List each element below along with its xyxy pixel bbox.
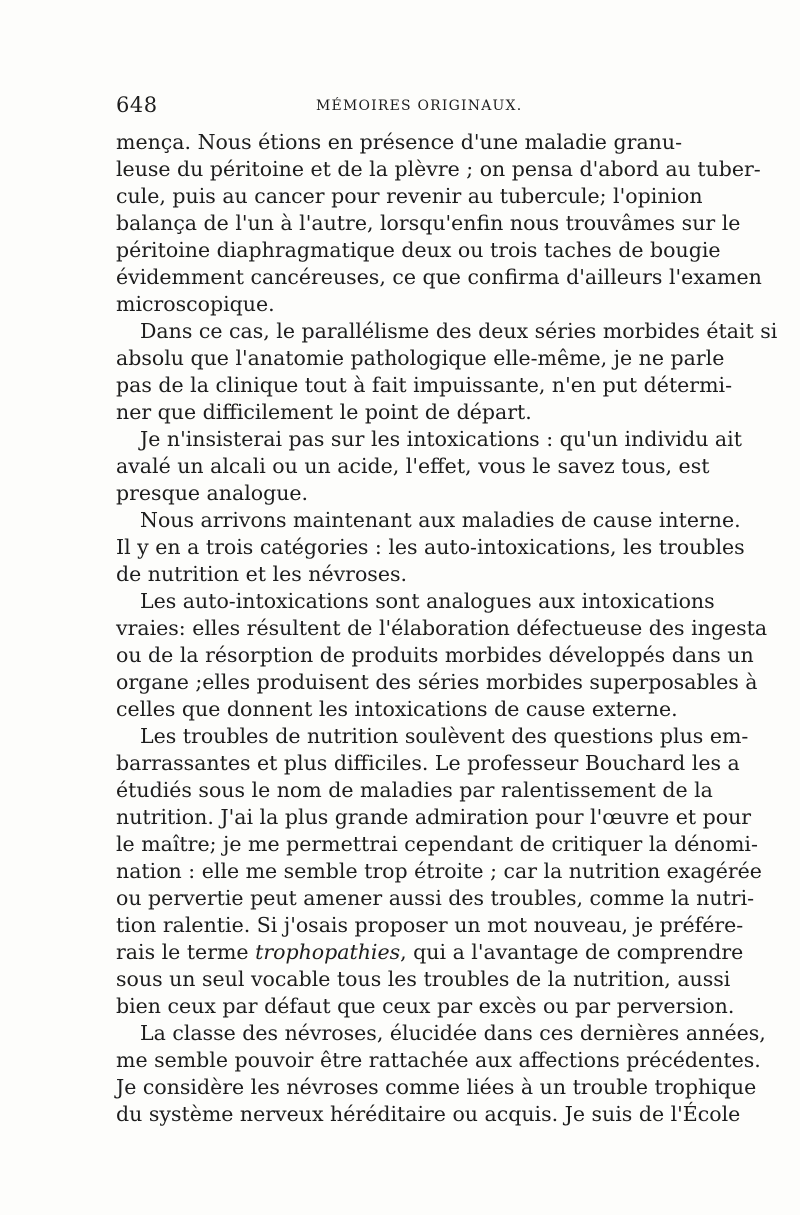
italic-term: trophopathies: [255, 940, 401, 964]
text-line: Je n'insisterai pas sur les intoxications : qu'un individu ait: [140, 427, 742, 451]
text-line: vraies: elles résultent de l'élaboration défectueuse des ingesta: [116, 616, 768, 640]
text-line: Dans ce cas, le parallélisme des deux séries morbides était si: [140, 319, 778, 343]
text-line: absolu que l'anatomie pathologique elle-même, je ne parle: [116, 346, 725, 370]
body-text: [116, 129, 778, 1128]
text-line: nutrition. J'ai la plus grande admiration pour l'œuvre et pour: [116, 805, 752, 829]
page-header: [116, 93, 682, 121]
text-line: presque analogue.: [116, 481, 309, 505]
line-end: , qui a l'avantage de comprendre: [400, 940, 744, 964]
text-line: ou pervertie peut amener aussi des troubles, comme la nutri-: [116, 886, 755, 910]
text-line: barrassantes et plus difficiles. Le professeur Bouchard les a: [116, 751, 740, 775]
text-line: évidemment cancéreuses, ce que confirma d'ailleurs l'examen: [116, 265, 762, 289]
text-line: avalé un alcali ou un acide, l'effet, vous le savez tous, est: [116, 454, 710, 478]
text-line: bien ceux par défaut que ceux par excès ou par perversion.: [116, 994, 735, 1018]
text-line: Nous arrivons maintenant aux maladies de cause interne.: [140, 508, 741, 532]
text-line: organe ;elles produisent des séries morbides superposables à: [116, 670, 758, 694]
text-line: leuse du péritoine et de la plèvre ; on pensa d'abord au tuber-: [116, 157, 761, 181]
text-line: La classe des névroses, élucidée dans ces dernières années,: [140, 1021, 766, 1045]
text-line: ou de la résorption de produits morbides développés dans un: [116, 643, 754, 667]
page-number: 648: [116, 93, 158, 117]
text-line: celles que donnent les intoxications de cause externe.: [116, 697, 678, 721]
text-line: péritoine diaphragmatique deux ou trois taches de bougie: [116, 238, 721, 262]
text-line: nation : elle me semble trop étroite ; car la nutrition exagérée: [116, 859, 762, 883]
text-line: cule, puis au cancer pour revenir au tubercule; l'opinion: [116, 184, 703, 208]
text-line: le maître; je me permettrai cependant de critiquer la dénomi-: [116, 832, 758, 856]
text-line: ner que difficilement le point de départ.: [116, 400, 532, 424]
text-line: pas de la clinique tout à fait impuissante, n'en put détermi-: [116, 373, 733, 397]
text-line: me semble pouvoir être rattachée aux affections précédentes.: [116, 1048, 761, 1072]
line-start: rais le terme: [116, 940, 249, 964]
text-line-with-italic: [116, 939, 744, 966]
text-line: balança de l'un à l'autre, lorsqu'enfin nous trouvâmes sur le: [116, 211, 741, 235]
text-line: de nutrition et les névroses.: [116, 562, 407, 586]
text-line: tion ralentie. Si j'osais proposer un mot nouveau, je préfére-: [116, 913, 744, 937]
text-line: Les auto-intoxications sont analogues aux intoxications: [140, 589, 715, 613]
text-line: mença. Nous étions en présence d'une maladie granu-: [116, 130, 682, 154]
text-line: microscopique.: [116, 292, 275, 316]
text-line: étudiés sous le nom de maladies par ralentissement de la: [116, 778, 713, 802]
text-line: Je considère les névroses comme liées à un trouble trophique: [116, 1075, 757, 1099]
text-line: sous un seul vocable tous les troubles de la nutrition, aussi: [116, 967, 731, 991]
text-line: du système nerveux héréditaire ou acquis. Je suis de l'École: [116, 1102, 741, 1126]
text-line: Les troubles de nutrition soulèvent des questions plus em-: [140, 724, 749, 748]
running-head: MÉMOIRES ORIGINAUX.: [316, 98, 523, 114]
text-line: Il y en a trois catégories : les auto-intoxications, les troubles: [116, 535, 745, 559]
